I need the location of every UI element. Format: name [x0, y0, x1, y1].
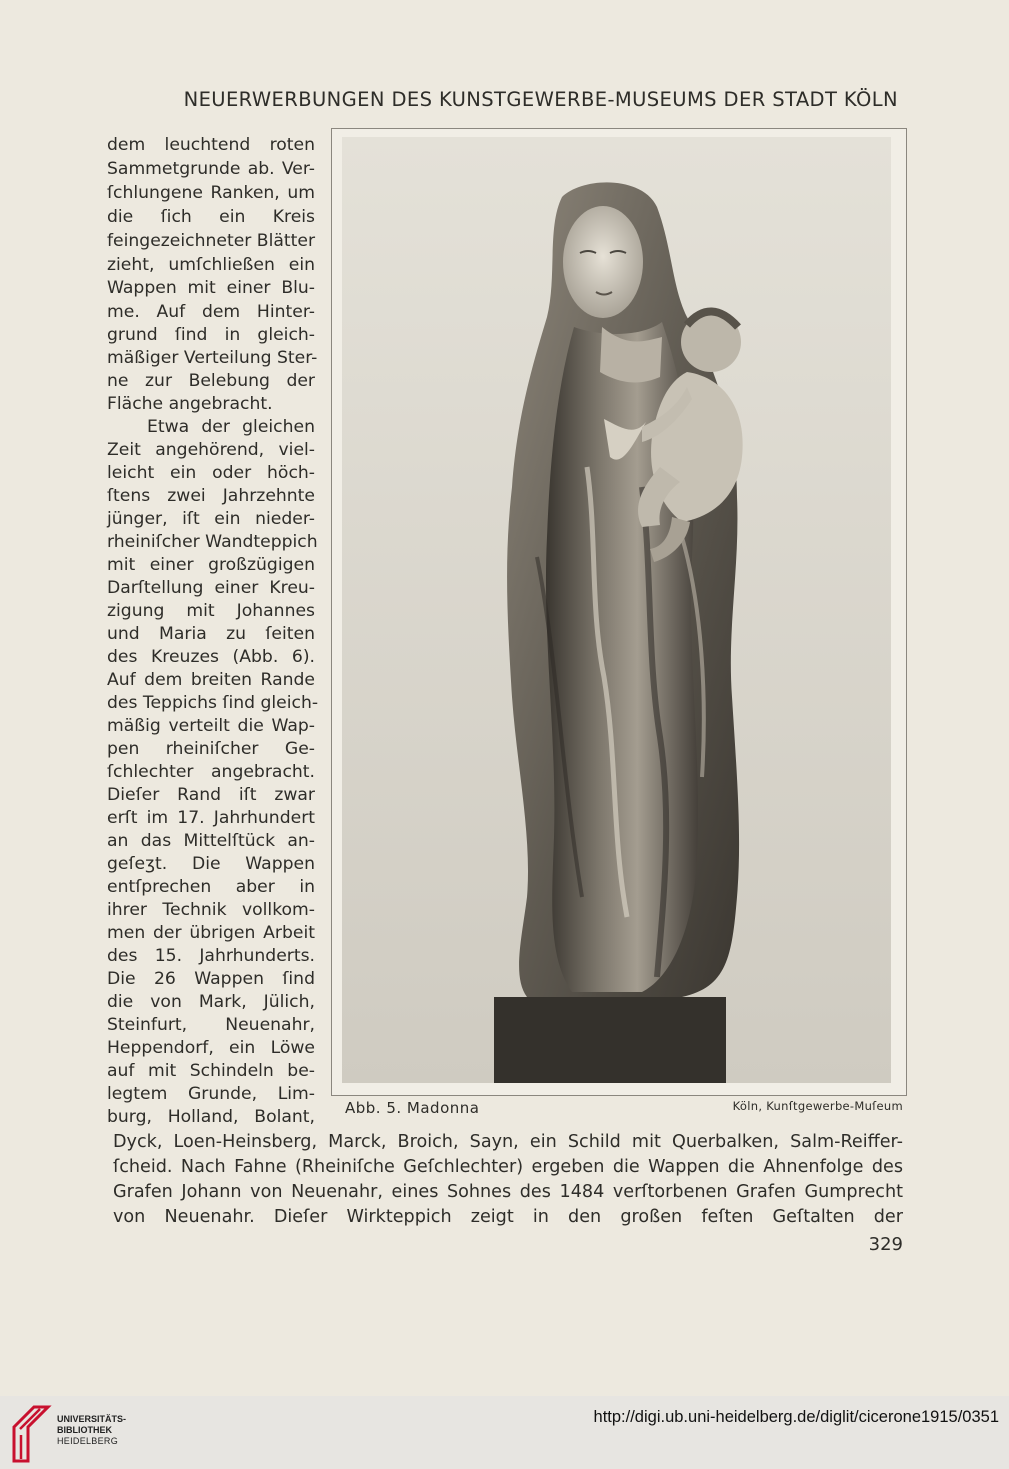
text-line: mäßig verteilt die Wap- — [107, 716, 315, 736]
text-line: grund ſind in gleich- — [107, 325, 315, 345]
footer-bar — [0, 1396, 1009, 1469]
text-line: mäßiger Verteilung Ster- — [107, 348, 318, 368]
text-line: die ſich ein Kreis — [107, 207, 315, 227]
madonna-photograph — [342, 137, 891, 1083]
text-line: feingezeichneter Blätter — [107, 231, 316, 251]
text-line: mit einer großzügigen — [107, 555, 315, 575]
text-line: zieht, umſchließen ein — [107, 255, 315, 275]
text-line: des Teppichs ſind gleich- — [107, 693, 319, 713]
text-line: ſtens zwei Jahrzehnte — [107, 486, 315, 506]
text-line: ſchlechter angebracht. — [107, 762, 315, 782]
text-line: men der übrigen Arbeit — [107, 923, 315, 943]
library-line-2: BIBLIOTHEK — [57, 1425, 112, 1435]
text-line: Fläche angebracht. — [107, 394, 273, 414]
text-line: Zeit angehörend, viel- — [107, 440, 315, 460]
page-number: 329 — [868, 1234, 903, 1255]
text-line: Heppendorf, ein Löwe — [107, 1038, 315, 1058]
text-line: erſt im 17. Jahrhundert — [107, 808, 315, 828]
text-line: Etwa der gleichen — [147, 417, 315, 437]
text-line: jünger, iſt ein nieder- — [107, 509, 315, 529]
text-line: Wappen mit einer Blu- — [107, 278, 315, 298]
text-line: und Maria zu ſeiten — [107, 624, 315, 644]
text-line: auf mit Schindeln be- — [107, 1061, 315, 1081]
text-line: dem leuchtend roten — [107, 135, 315, 155]
text-line: Die 26 Wappen ſind — [107, 969, 315, 989]
figure-caption: Abb. 5. Madonna — [345, 1099, 480, 1117]
text-line: pen rheiniſcher Ge- — [107, 739, 315, 759]
text-line: Dyck, Loen-Heinsberg, Marck, Broich, Sayn, ein Schild mit Querbalken, Salm-Reiffer- — [113, 1132, 903, 1152]
text-line: ſcheid. Nach Fahne (Rheiniſche Geſchlechter) ergeben die Wappen die Ahnenfolge des — [113, 1157, 903, 1177]
text-line: ſchlungene Ranken, um — [107, 183, 315, 203]
text-line: Grafen Johann von Neuenahr, eines Sohnes des 1484 verſtorbenen Grafen Gumprecht — [113, 1182, 903, 1202]
text-line: geſeʒt. Die Wappen — [107, 854, 315, 874]
library-line-3: HEIDELBERG — [57, 1436, 119, 1446]
text-line: Darſtellung einer Kreu- — [107, 578, 315, 598]
text-line: ihrer Technik vollkom- — [107, 900, 315, 920]
text-line: Sammetgrunde ab. Ver- — [107, 159, 315, 179]
source-url-link[interactable]: http://digi.ub.uni-heidelberg.de/diglit/cicerone1915/0351 — [593, 1408, 999, 1426]
text-line: zigung mit Johannes — [107, 601, 315, 621]
text-line: Auf dem breiten Rande — [107, 670, 315, 690]
text-line: me. Auf dem Hinter- — [107, 302, 315, 322]
library-line-1: UNIVERSITÄTS- — [57, 1414, 127, 1424]
text-line: entſprechen aber in — [107, 877, 315, 897]
text-line: von Neuenahr. Dieſer Wirkteppich zeigt in den großen feſten Geſtalten der — [113, 1207, 903, 1227]
university-library-logo-icon — [10, 1405, 52, 1463]
text-line: Steinfurt, Neuenahr, — [107, 1015, 315, 1035]
text-line: rheiniſcher Wandteppich — [107, 532, 318, 552]
text-line: ne zur Belebung der — [107, 371, 315, 391]
text-line: Dieſer Rand iſt zwar — [107, 785, 315, 805]
text-line: an das Mittelſtück an- — [107, 831, 315, 851]
madonna-statue-image — [342, 137, 891, 1083]
text-line: legtem Grunde, Lim- — [107, 1084, 315, 1104]
figure-credit: Köln, Kunſtgewerbe-Muſeum — [732, 1099, 903, 1113]
text-line: leicht ein oder höch- — [107, 463, 315, 483]
text-line: des 15. Jahrhunderts. — [107, 946, 315, 966]
text-line: burg, Holland, Bolant, — [107, 1107, 315, 1127]
text-line: des Kreuzes (Abb. 6). — [107, 647, 315, 667]
text-line: die von Mark, Jülich, — [107, 992, 315, 1012]
library-name — [57, 1414, 126, 1447]
running-head: NEUERWERBUNGEN DES KUNSTGEWERBE-MUSEUMS DER STADT KÖLN — [183, 88, 898, 111]
